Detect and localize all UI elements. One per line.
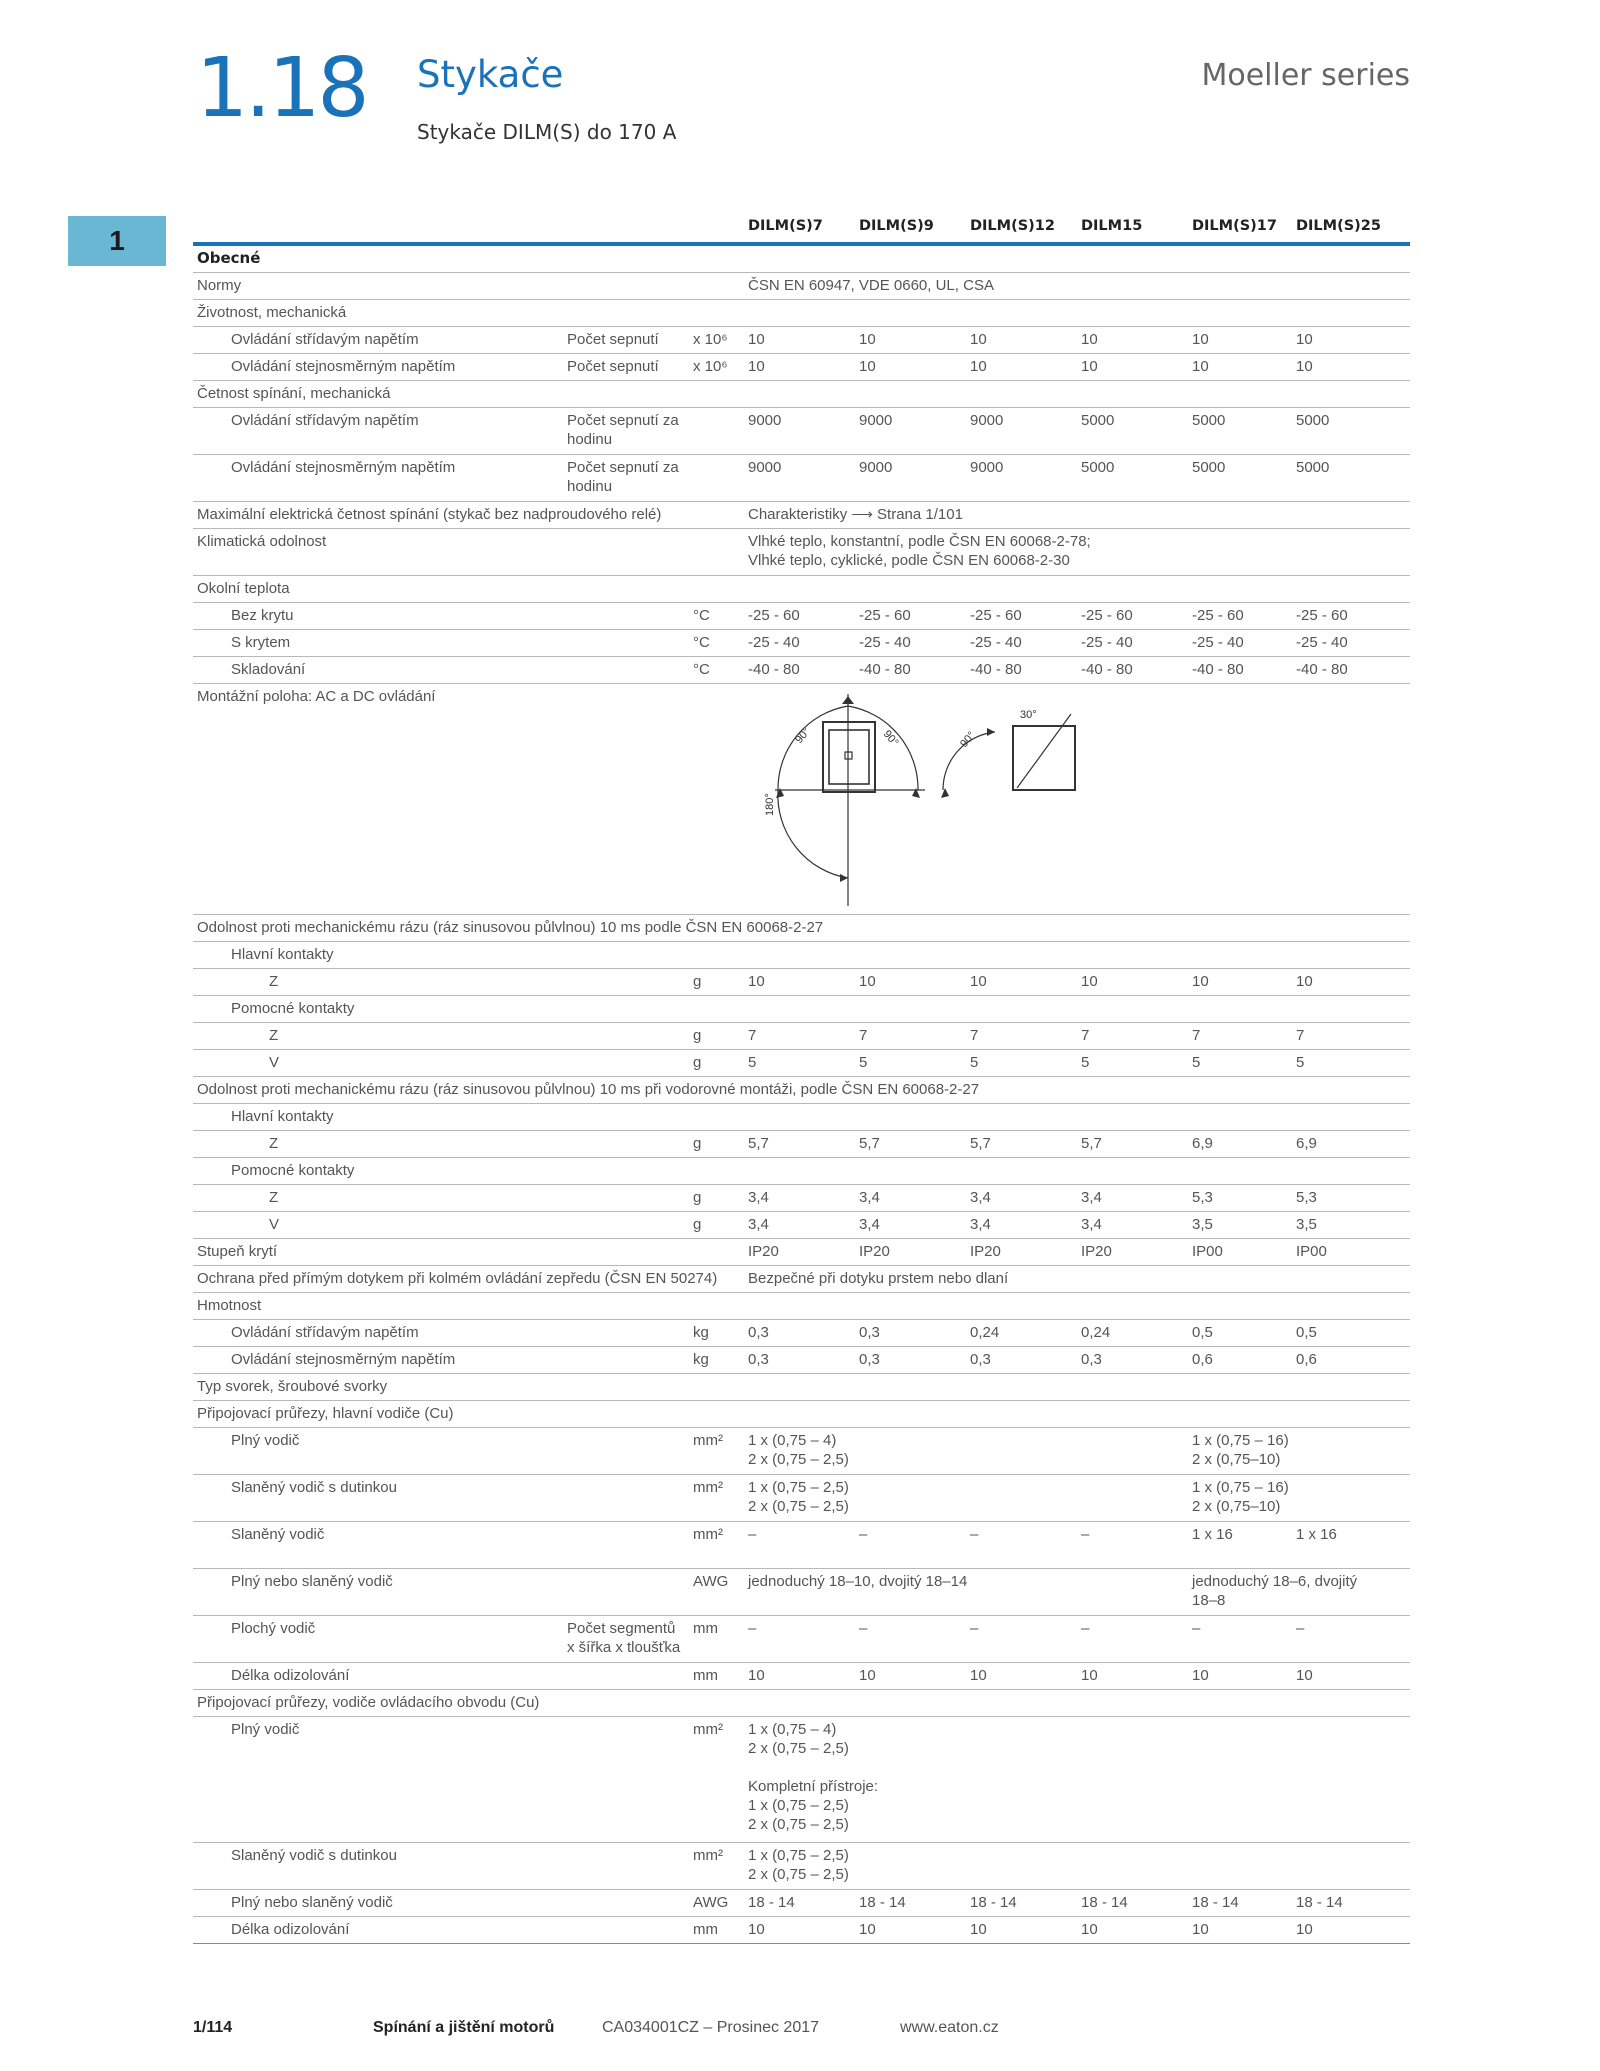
book-title: Spínání a jištění motorů <box>373 2019 555 2036</box>
table-cell: – <box>1081 1526 1090 1543</box>
table-cell: 10 <box>1296 1667 1313 1684</box>
table-row <box>193 381 1410 408</box>
column-header: DILM(S)12 <box>970 218 1055 234</box>
table-cell: 10 <box>859 331 876 348</box>
table-cell: 3,5 <box>1192 1216 1213 1233</box>
arc-left-90 <box>778 706 848 790</box>
table-cell: 9000 <box>970 459 1004 476</box>
table-row <box>193 300 1410 327</box>
table-cell: 5 <box>859 1054 868 1071</box>
table-cell: 6,9 <box>1192 1135 1213 1152</box>
table-cell: 18 - 14 <box>1081 1894 1128 1911</box>
table-cell: 3,4 <box>859 1189 880 1206</box>
table-row <box>193 354 1410 381</box>
table-cell: 5000 <box>1192 459 1226 476</box>
row-label: Z <box>269 1027 279 1044</box>
table-row <box>193 915 1410 942</box>
row-label: Slaněný vodič s dutinkou <box>231 1479 397 1496</box>
table-cell: 10 <box>859 358 876 375</box>
table-cell: 0,5 <box>1296 1324 1317 1341</box>
row-label: Hlavní kontakty <box>231 1108 334 1125</box>
row-label: Stupeň krytí <box>197 1243 278 1260</box>
row-unit: mm <box>693 1620 718 1637</box>
table-cell: 5 <box>1081 1054 1090 1071</box>
spanning-cell: Charakteristiky ⟶ Strana 1/101 <box>748 506 963 523</box>
table-cell: 7 <box>1296 1027 1305 1044</box>
table-cell: -40 - 80 <box>1081 661 1133 678</box>
arrow-down <box>840 874 848 882</box>
row-label: Pomocné kontakty <box>231 1162 355 1179</box>
table-cell: 0,24 <box>1081 1324 1111 1341</box>
table-cell: 0,3 <box>748 1351 769 1368</box>
table-row <box>193 1428 1410 1475</box>
table-row <box>193 455 1410 502</box>
row-label: Ovládání střídavým napětím <box>231 1324 419 1341</box>
arrow-side <box>987 728 995 736</box>
table-cell: IP20 <box>748 1243 779 1260</box>
row-label: Slaněný vodič <box>231 1526 325 1543</box>
table-row <box>193 1158 1410 1185</box>
row-label: Ochrana před přímým dotykem při kolmém ovládání zepředu (ČSN EN 50274) <box>197 1270 718 1287</box>
table-cell: 5 <box>970 1054 979 1071</box>
table-body <box>193 246 1410 1944</box>
table-cell: 10 <box>970 973 987 990</box>
table-cell: IP00 <box>1192 1243 1223 1260</box>
column-header: DILM(S)9 <box>859 218 934 234</box>
row-unit: x 10⁶ <box>693 358 728 375</box>
column-header: DILM(S)17 <box>1192 218 1277 234</box>
arc-right-90 <box>848 706 918 790</box>
contactor-front-inner <box>829 730 869 784</box>
table-row <box>193 1401 1410 1428</box>
table-cell: 18 - 14 <box>748 1894 795 1911</box>
table-cell: – <box>970 1620 979 1637</box>
table-cell: – <box>1081 1620 1090 1637</box>
table-cell: 10 <box>748 973 765 990</box>
row-label: Maximální elektrická četnost spínání (stykač bez nadproudového relé) <box>197 506 662 523</box>
table-row <box>193 603 1410 630</box>
table-cell: 10 <box>859 1921 876 1938</box>
table-row <box>193 327 1410 354</box>
row-label: Slaněný vodič s dutinkou <box>231 1847 397 1864</box>
row-label: Připojovací průřezy, hlavní vodiče (Cu) <box>197 1405 454 1422</box>
table-cell: -25 - 60 <box>1192 607 1244 624</box>
table-cell: 0,3 <box>859 1351 880 1368</box>
column-header: DILM(S)25 <box>1296 218 1381 234</box>
row-unit: °C <box>693 607 710 624</box>
section-number: 1.18 <box>196 41 367 136</box>
table-cell: 10 <box>1192 331 1209 348</box>
row-label: V <box>269 1216 280 1233</box>
table-row <box>193 1690 1410 1717</box>
table-cell: 10 <box>1192 1921 1209 1938</box>
table-cell: 6,9 <box>1296 1135 1317 1152</box>
table-cell: 9000 <box>859 459 893 476</box>
table-row <box>193 576 1410 603</box>
arc-180 <box>778 790 848 878</box>
row-unit: g <box>693 1135 702 1152</box>
table-cell: 10 <box>970 331 987 348</box>
table-row <box>193 969 1410 996</box>
table-cell: -25 - 60 <box>1081 607 1133 624</box>
row-label: V <box>269 1054 280 1071</box>
table-cell: 5 <box>1192 1054 1201 1071</box>
table-row <box>193 1917 1410 1944</box>
catalog-code: CA034001CZ – Prosinec 2017 <box>602 2019 820 2036</box>
table-cell: 1 x 16 <box>1192 1526 1233 1543</box>
row-sublabel: Počet sepnutí <box>567 358 659 375</box>
table-cell: -40 - 80 <box>970 661 1022 678</box>
row-unit: mm² <box>693 1847 723 1864</box>
table-cell: 1 x 16 <box>1296 1526 1337 1543</box>
spanning-cell: Bezpečné při dotyku prstem nebo dlaní <box>748 1270 1009 1287</box>
table-cell: 5000 <box>1081 459 1115 476</box>
table-cell: 10 <box>1081 1921 1098 1938</box>
table-cell: 10 <box>1192 973 1209 990</box>
table-cell: 5000 <box>1192 412 1226 429</box>
table-row <box>193 1616 1410 1663</box>
table-row <box>193 502 1410 529</box>
row-label: Bez krytu <box>231 607 294 624</box>
table-cell: -25 - 60 <box>970 607 1022 624</box>
row-label: Montážní poloha: AC a DC ovládání <box>197 688 436 705</box>
row-label: Plochý vodič <box>231 1620 316 1637</box>
spanning-cell: Vlhké teplo, konstantní, podle ČSN EN 60068-2-78; Vlhké teplo, cyklické, podle ČSN EN 60068-2-30 <box>748 533 1091 569</box>
page-subtitle: Stykače DILM(S) do 170 A <box>417 120 677 144</box>
row-label: Klimatická odolnost <box>197 533 327 550</box>
table-cell: 3,4 <box>970 1216 991 1233</box>
row-unit: kg <box>693 1324 709 1341</box>
angle-label: 90° <box>793 725 813 746</box>
table-cell: -25 - 40 <box>1192 634 1244 651</box>
table-cell: 3,5 <box>1296 1216 1317 1233</box>
row-label: Hlavní kontakty <box>231 946 334 963</box>
table-cell: -25 - 40 <box>1296 634 1348 651</box>
website-link[interactable]: www.eaton.cz <box>900 2019 999 2036</box>
row-label: Plný vodič <box>231 1721 300 1738</box>
spanning-cell: ČSN EN 60947, VDE 0660, UL, CSA <box>748 277 994 294</box>
table-cell: -25 - 40 <box>970 634 1022 651</box>
spanning-cell: jednoduchý 18–10, dvojitý 18–14 <box>748 1573 968 1590</box>
row-label: Délka odizolování <box>231 1921 350 1938</box>
table-row <box>193 1717 1410 1843</box>
table-row <box>193 1023 1410 1050</box>
table-cell: 5000 <box>1081 412 1115 429</box>
table-cell: 10 <box>748 1667 765 1684</box>
table-cell: 10 <box>1081 1667 1098 1684</box>
spec-table <box>193 212 1410 1944</box>
row-label: Ovládání stejnosměrným napětím <box>231 1351 456 1368</box>
table-row <box>193 529 1410 576</box>
row-label: Ovládání stejnosměrným napětím <box>231 459 456 476</box>
row-unit: mm <box>693 1667 718 1684</box>
row-unit: AWG <box>693 1573 729 1590</box>
row-unit: x 10⁶ <box>693 331 728 348</box>
angle-label: 90° <box>958 729 978 750</box>
table-row <box>193 630 1410 657</box>
table-row <box>193 1077 1410 1104</box>
table-cell: IP20 <box>970 1243 1001 1260</box>
row-unit: g <box>693 1054 702 1071</box>
table-cell: 7 <box>1192 1027 1201 1044</box>
row-label: Hmotnost <box>197 1297 262 1314</box>
table-row <box>193 1374 1410 1401</box>
table-cell: 10 <box>1081 331 1098 348</box>
spanning-cell: 1 x (0,75 – 16) 2 x (0,75–10) <box>1192 1479 1289 1515</box>
table-row <box>193 1212 1410 1239</box>
table-row <box>193 1185 1410 1212</box>
angle-label: 180° <box>764 793 776 816</box>
table-cell: 9000 <box>970 412 1004 429</box>
row-label: S krytem <box>231 634 291 651</box>
angle-label: 30° <box>1020 709 1037 721</box>
table-cell: 0,3 <box>970 1351 991 1368</box>
table-cell: 0,6 <box>1192 1351 1213 1368</box>
row-sublabel: Počet segmentů x šířka x tloušťka <box>567 1620 681 1656</box>
row-sublabel: Počet sepnutí za hodinu <box>567 459 679 495</box>
row-unit: mm² <box>693 1526 723 1543</box>
column-header: DILM(S)7 <box>748 218 823 234</box>
row-label: Četnost spínání, mechanická <box>197 385 391 402</box>
contactor-front-outline <box>823 722 875 792</box>
table-cell: 5,3 <box>1192 1189 1213 1206</box>
table-row <box>193 1347 1410 1374</box>
row-unit: kg <box>693 1351 709 1368</box>
row-label: Délka odizolování <box>231 1667 350 1684</box>
table-cell: 0,24 <box>970 1324 1000 1341</box>
table-cell: 10 <box>748 1921 765 1938</box>
table-row <box>193 1104 1410 1131</box>
table-row <box>193 1890 1410 1917</box>
table-cell: -40 - 80 <box>1192 661 1244 678</box>
row-label: Plný nebo slaněný vodič <box>231 1573 393 1590</box>
table-cell: 10 <box>748 358 765 375</box>
row-label: Připojovací průřezy, vodiče ovládacího obvodu (Cu) <box>197 1694 540 1711</box>
table-cell: 7 <box>859 1027 868 1044</box>
table-row <box>193 1293 1410 1320</box>
table-cell: 10 <box>859 973 876 990</box>
table-cell: 0,3 <box>859 1324 880 1341</box>
row-label: Ovládání střídavým napětím <box>231 412 419 429</box>
row-label: Normy <box>197 277 242 294</box>
table-row <box>193 1266 1410 1293</box>
row-label: Z <box>269 1135 279 1152</box>
table-cell: 10 <box>1296 1921 1313 1938</box>
spanning-cell: 1 x (0,75 – 2,5) 2 x (0,75 – 2,5) <box>748 1479 849 1515</box>
table-cell: 10 <box>1296 973 1313 990</box>
spanning-cell: 1 x (0,75 – 16) 2 x (0,75–10) <box>1192 1432 1289 1468</box>
row-unit: mm <box>693 1921 718 1938</box>
table-cell: 0,3 <box>748 1324 769 1341</box>
table-cell: 5 <box>748 1054 757 1071</box>
table-cell: – <box>970 1526 979 1543</box>
row-unit: °C <box>693 634 710 651</box>
table-row <box>193 657 1410 684</box>
table-cell: 3,4 <box>1081 1189 1102 1206</box>
table-cell: 5,7 <box>748 1135 769 1152</box>
row-unit: mm² <box>693 1432 723 1449</box>
angle-label: 90° <box>880 728 901 749</box>
row-label: Okolní teplota <box>197 580 290 597</box>
row-unit: °C <box>693 661 710 678</box>
table-cell: -25 - 40 <box>859 634 911 651</box>
row-label: Životnost, mechanická <box>197 304 347 321</box>
table-cell: 18 - 14 <box>970 1894 1017 1911</box>
table-row <box>193 1239 1410 1266</box>
table-row <box>193 1522 1410 1569</box>
column-header-row <box>193 212 1410 242</box>
table-row <box>193 1320 1410 1347</box>
table-cell: 5 <box>1296 1054 1305 1071</box>
row-label: Ovládání střídavým napětím <box>231 331 419 348</box>
table-cell: – <box>1296 1620 1305 1637</box>
table-cell: -40 - 80 <box>1296 661 1348 678</box>
table-row <box>193 1843 1410 1890</box>
row-label: Ovládání stejnosměrným napětím <box>231 358 456 375</box>
series-label: Moeller series <box>1201 58 1410 93</box>
row-label: Skladování <box>231 661 306 678</box>
table-cell: – <box>859 1526 868 1543</box>
table-cell: 5,3 <box>1296 1189 1317 1206</box>
table-row <box>193 1131 1410 1158</box>
row-label: Z <box>269 973 279 990</box>
spanning-cell: 1 x (0,75 – 4) 2 x (0,75 – 2,5) Kompletní přístroje: 1 x (0,75 – 2,5) 2 x (0,75 – 2,5) <box>748 1721 879 1833</box>
column-header: DILM15 <box>1081 218 1143 234</box>
row-unit: mm² <box>693 1479 723 1496</box>
table-row <box>193 408 1410 455</box>
table-row <box>193 996 1410 1023</box>
table-cell: 9000 <box>748 412 782 429</box>
spanning-cell: 1 x (0,75 – 4) 2 x (0,75 – 2,5) <box>748 1432 849 1468</box>
table-cell: -25 - 60 <box>859 607 911 624</box>
table-cell: 3,4 <box>859 1216 880 1233</box>
section-heading: Obecné <box>197 249 261 267</box>
row-label: Odolnost proti mechanickému rázu (ráz sinusovou půlvlnou) 10 ms při vodorovné montáži, podle ČSN EN 60068-2-27 <box>197 1081 980 1098</box>
table-row <box>193 1663 1410 1690</box>
table-cell: IP00 <box>1296 1243 1327 1260</box>
spanning-cell: jednoduchý 18–6, dvojitý 18–8 <box>1192 1573 1358 1609</box>
table-cell: 18 - 14 <box>859 1894 906 1911</box>
table-cell: 3,4 <box>748 1216 769 1233</box>
table-cell: 10 <box>1192 1667 1209 1684</box>
table-cell: 5,7 <box>970 1135 991 1152</box>
row-label: Plný vodič <box>231 1432 300 1449</box>
table-row <box>193 684 1410 915</box>
table-cell: -25 - 60 <box>1296 607 1348 624</box>
row-unit: g <box>693 1189 702 1206</box>
table-cell: 5,7 <box>859 1135 880 1152</box>
row-label: Z <box>269 1189 279 1206</box>
table-cell: 10 <box>1081 973 1098 990</box>
row-sublabel: Počet sepnutí za hodinu <box>567 412 679 448</box>
row-unit: g <box>693 1216 702 1233</box>
arrow-up <box>842 696 854 704</box>
row-sublabel: Počet sepnutí <box>567 331 659 348</box>
table-cell: -25 - 40 <box>1081 634 1133 651</box>
row-label: Pomocné kontakty <box>231 1000 355 1017</box>
table-cell: 5000 <box>1296 459 1330 476</box>
table-row <box>193 1050 1410 1077</box>
table-cell: -25 - 40 <box>748 634 800 651</box>
table-cell: 7 <box>970 1027 979 1044</box>
table-row <box>193 1569 1410 1616</box>
table-cell: 10 <box>970 1667 987 1684</box>
table-cell: 5,7 <box>1081 1135 1102 1152</box>
table-cell: -25 - 60 <box>748 607 800 624</box>
row-label: Odolnost proti mechanickému rázu (ráz sinusovou půlvlnou) 10 ms podle ČSN EN 60068-2-27 <box>197 919 824 936</box>
table-cell: 9000 <box>859 412 893 429</box>
table-cell: 10 <box>1081 358 1098 375</box>
table-cell: IP20 <box>1081 1243 1112 1260</box>
table-cell: 0,6 <box>1296 1351 1317 1368</box>
table-cell: 0,3 <box>1081 1351 1102 1368</box>
page-title: Stykače <box>417 53 564 96</box>
mounting-diagram-svg <box>745 688 1305 914</box>
table-cell: 9000 <box>748 459 782 476</box>
table-cell: -40 - 80 <box>748 661 800 678</box>
table-cell: 10 <box>748 331 765 348</box>
table-cell: 7 <box>748 1027 757 1044</box>
table-row <box>193 942 1410 969</box>
spanning-cell: 1 x (0,75 – 2,5) 2 x (0,75 – 2,5) <box>748 1847 849 1883</box>
table-cell: – <box>748 1620 757 1637</box>
row-unit: AWG <box>693 1894 729 1911</box>
table-cell: 7 <box>1081 1027 1090 1044</box>
arrow-side-left <box>941 788 949 798</box>
row-unit: g <box>693 1027 702 1044</box>
table-cell: – <box>748 1526 757 1543</box>
table-cell: IP20 <box>859 1243 890 1260</box>
table-cell: 18 - 14 <box>1192 1894 1239 1911</box>
row-unit: mm² <box>693 1721 723 1738</box>
table-row <box>193 273 1410 300</box>
table-row <box>193 1475 1410 1522</box>
chapter-tab[interactable]: 1 <box>68 216 166 266</box>
table-cell: 3,4 <box>1081 1216 1102 1233</box>
table-cell: 5000 <box>1296 412 1330 429</box>
table-cell: 10 <box>1296 358 1313 375</box>
table-cell: 10 <box>1192 358 1209 375</box>
table-cell: 10 <box>1296 331 1313 348</box>
table-cell: 3,4 <box>748 1189 769 1206</box>
table-cell: 10 <box>970 358 987 375</box>
page-number: 1/114 <box>193 2019 233 2036</box>
table-cell: 18 - 14 <box>1296 1894 1343 1911</box>
table-cell: – <box>859 1620 868 1637</box>
row-unit: g <box>693 973 702 990</box>
table-cell: 10 <box>970 1921 987 1938</box>
table-cell: 3,4 <box>970 1189 991 1206</box>
row-label: Typ svorek, šroubové svorky <box>197 1378 388 1395</box>
table-cell: -40 - 80 <box>859 661 911 678</box>
row-label: Plný nebo slaněný vodič <box>231 1894 393 1911</box>
section-heading-row <box>193 246 1410 273</box>
mounting-position-diagram <box>745 688 1305 918</box>
table-cell: 10 <box>859 1667 876 1684</box>
table-cell: – <box>1192 1620 1201 1637</box>
table-cell: 0,5 <box>1192 1324 1213 1341</box>
